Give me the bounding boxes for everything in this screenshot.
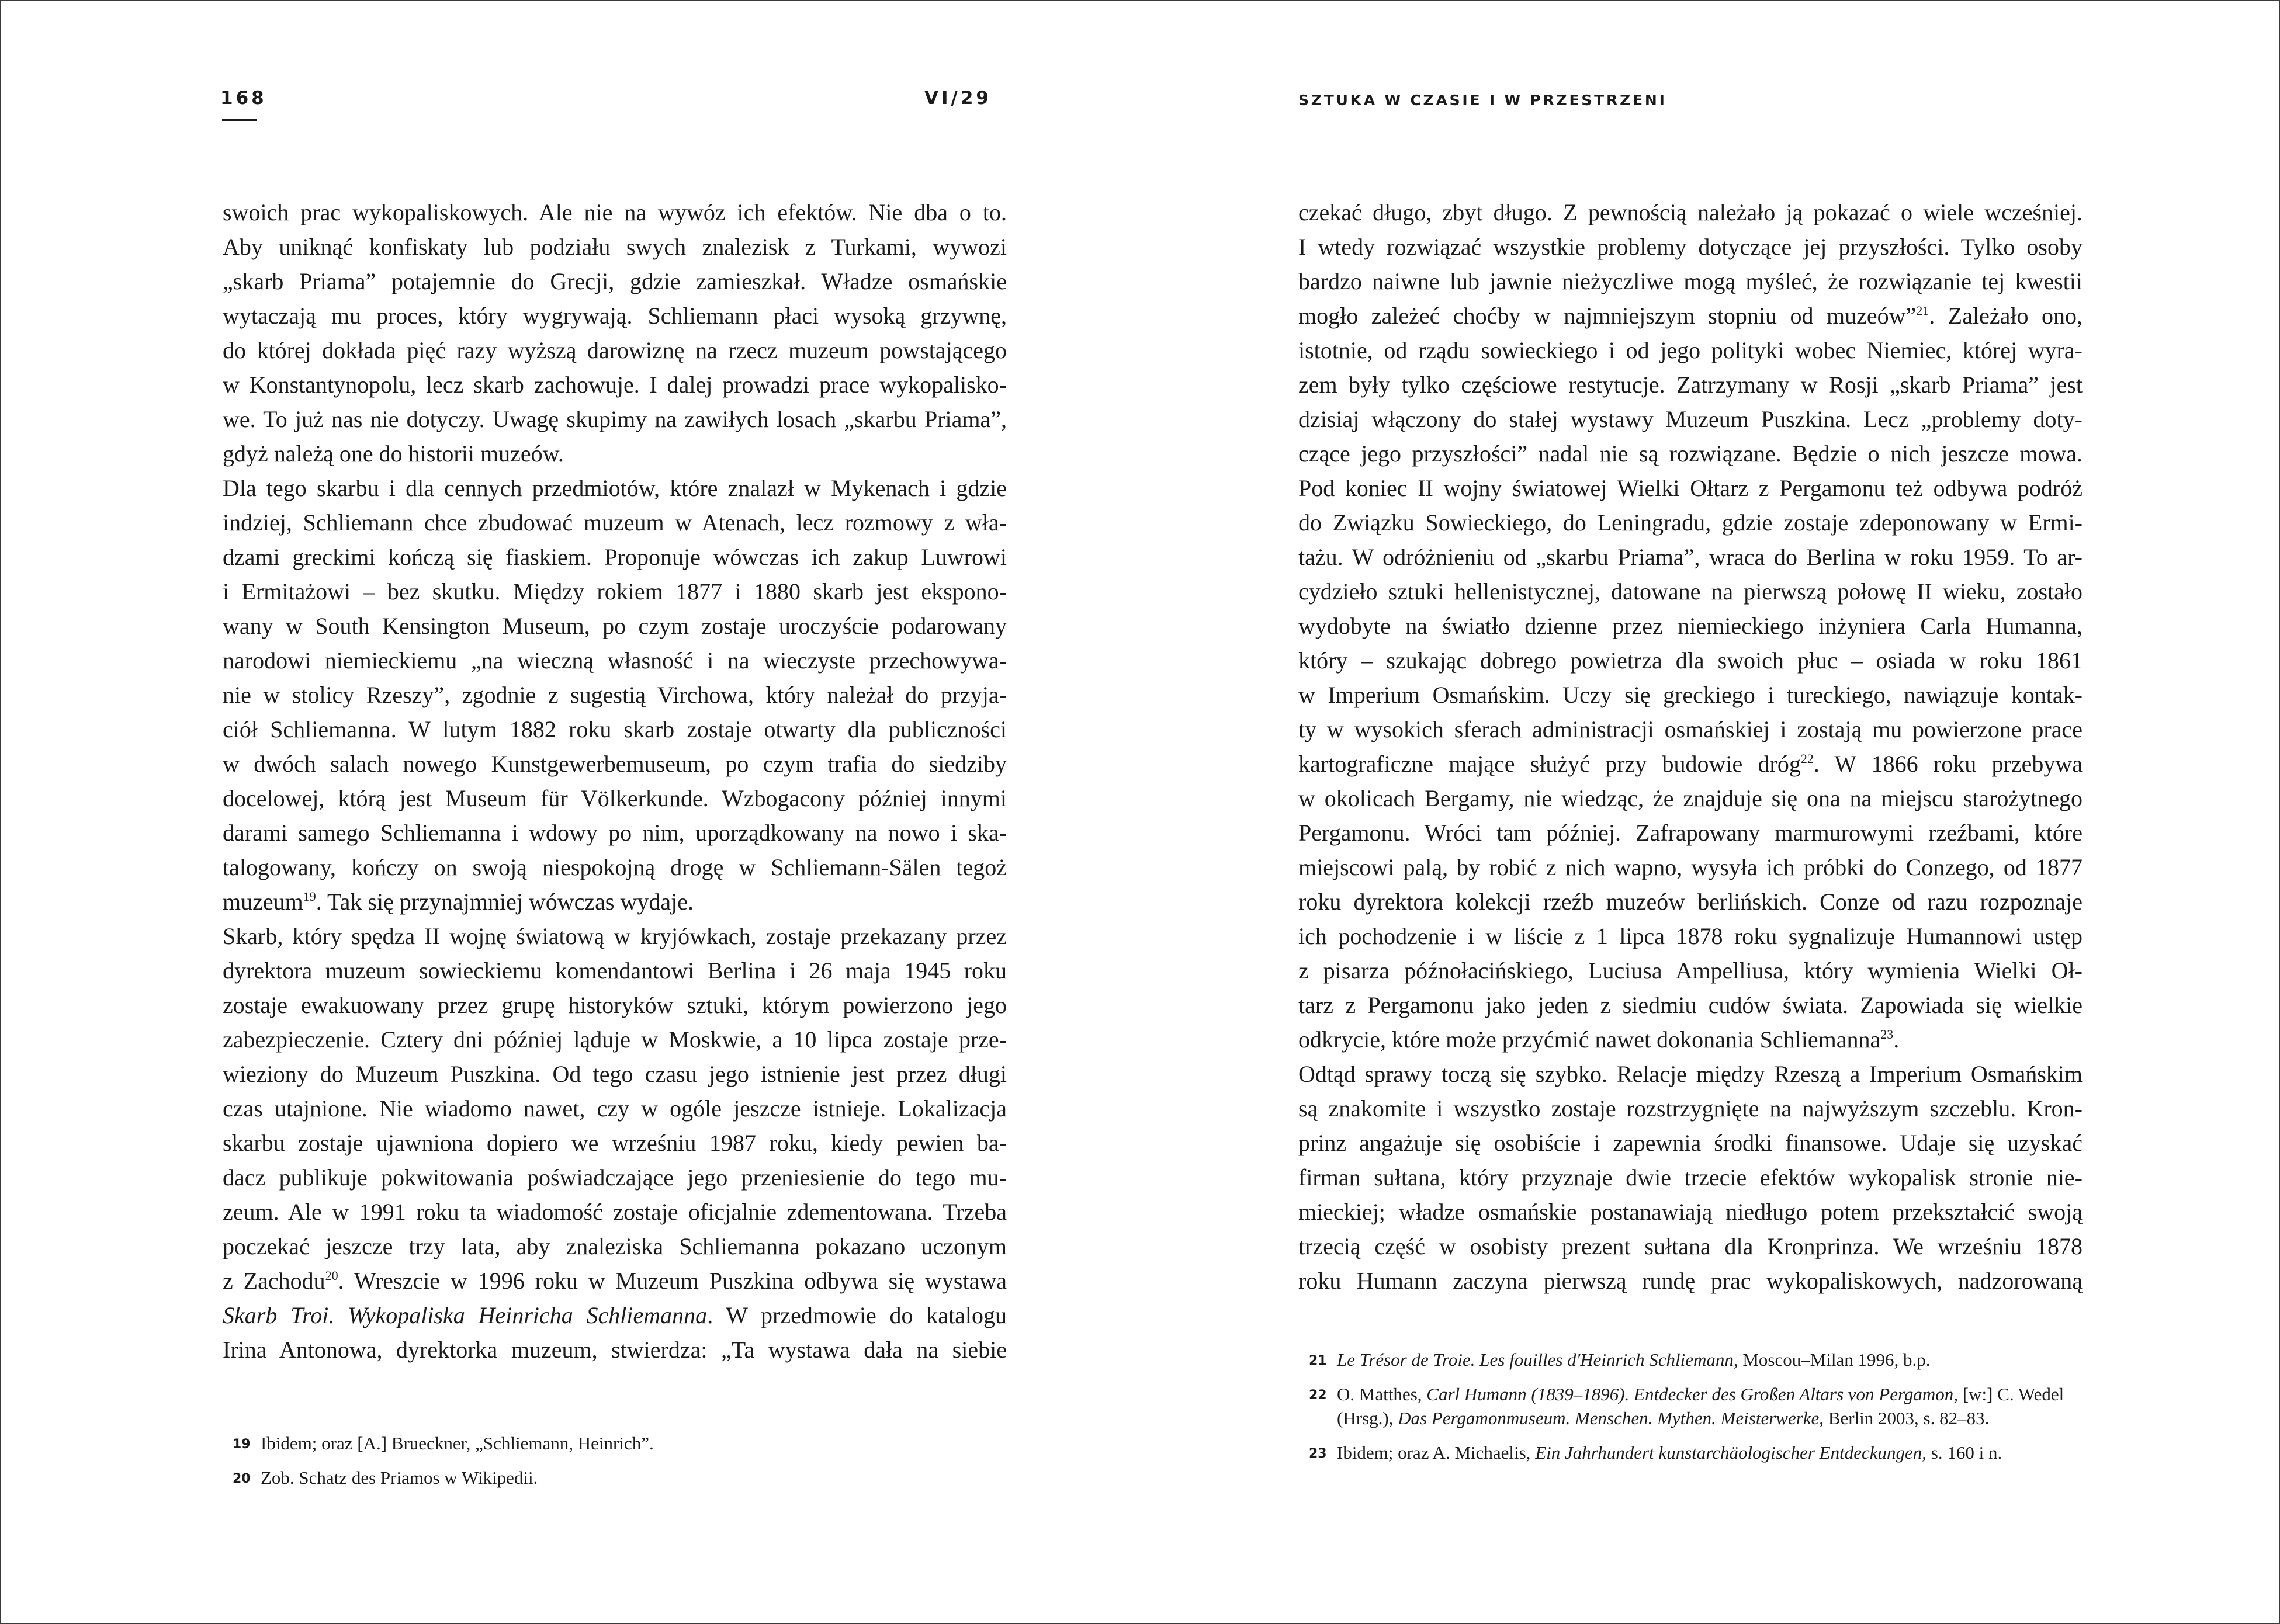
text-line: roku dyrektora kolekcji rzeźb muzeów berlińskich. Conze od razu rozpoznaje (1298, 889, 2083, 915)
text-line: dacz publikuje pokwitowania poświadczające jego przeniesienie do tego mu- (223, 1164, 1007, 1191)
text-line: zeum. Ale w 1991 roku ta wiadomość zostaje oficjalnie zdementowana. Trzeba (223, 1199, 1007, 1225)
footnotes-left (233, 1431, 1004, 1500)
footnote-italic: Carl Humann (1839–1896). Entdecker des Großen Altars von Pergamon (1426, 1384, 1954, 1404)
footnote-ref-19[interactable]: 19 (303, 889, 316, 904)
text-line: skarbu zostaje ujawniona dopiero we wrześniu 1987 roku, kiedy pewien ba- (223, 1130, 1007, 1156)
text-line: ty w wysokich sferach administracji osmańskiej i zostają mu powierzone prace (1298, 716, 2083, 742)
text-line: dzami greckimi kończą się fiaskiem. Proponuje wówczas ich zakup Luwrowi (223, 544, 1007, 570)
text-fragment: odkrycie, które może przyćmić nawet dokonania Schliemanna (1298, 1026, 1881, 1053)
text-line: dyrektora muzeum sowieckiemu komendantowi Berlina i 26 maja 1945 roku (223, 957, 1007, 984)
footnote-ref-22[interactable]: 22 (1800, 751, 1814, 766)
text-line: czekać długo, zbyt długo. Z pewnością należało ją pokazać o wiele wcześniej. (1298, 199, 2083, 225)
text-line: zostaje ewakuowany przez grupę historyków sztuki, którym powierzono jego (223, 992, 1007, 1018)
text-line: tażu. W odróżnieniu od „skarbu Priama”, wraca do Berlina w roku 1959. To ar- (1298, 544, 2083, 570)
text-line: bardzo naiwne lub jawnie nieżyczliwe mogą myśleć, że rozwiązanie tej kwestii (1298, 268, 2083, 294)
text-line (1298, 747, 2083, 781)
text-line: mieckiej; władze osmańskie postanawiają niedługo potem przekształcić swoją (1298, 1199, 2083, 1225)
footnote-21 (1309, 1348, 2080, 1372)
text-line: „skarb Priama” potajemnie do Grecji, gdzie zamieszkał. Władze osmańskie (223, 268, 1007, 294)
text-line: narodowi niemieckiemu „na wieczną własność i na wieczyste przechowywa- (223, 647, 1007, 674)
text-line: gdyż należą one do historii muzeów. (223, 440, 564, 467)
text-fragment: muzeum (223, 889, 303, 915)
text-line: ciół Schliemanna. W lutym 1882 roku skarb zostaje otwarty dla publiczności (223, 716, 1007, 742)
footnote-23 (1309, 1441, 2080, 1465)
text-line: ich pochodzenie i w liście z 1 lipca 1878 roku sygnalizuje Humannowi ustęp (1298, 923, 2083, 949)
footnote-italic: Das Pergamonmuseum. Menschen. Mythen. Meisterwerke (1398, 1408, 1820, 1428)
text-line: w Konstantynopolu, lecz skarb zachowuje. I dalej prowadzi prace wykopalisko- (223, 372, 1007, 398)
footnote-number: 20 (233, 1472, 251, 1486)
text-fragment: mogło zależeć choćby w najmniejszym stopniu od muzeów” (1298, 303, 1917, 329)
text-line: dzisiaj włączony do stałej wystawy Muzeum Puszkina. Lecz „problemy doty- (1298, 406, 2083, 432)
text-line: Dla tego skarbu i dla cennych przedmiotów, które znalazł w Mykenach i gdzie (223, 475, 1007, 501)
text-line: Irina Antonowa, dyrektorka muzeum, stwierdza: „Ta wystawa dała na siebie (223, 1337, 1007, 1363)
text-line: Pergamonu. Wróci tam później. Zafrapowany marmurowymi rzeźbami, które (1298, 820, 2083, 846)
text-line: roku Humann zaczyna pierwszą rundę prac wykopaliskowych, nadzorowaną (1298, 1268, 2083, 1294)
left-text-column (223, 195, 1007, 1367)
text-line: docelowej, którą jest Museum für Völkerkunde. Wzbogacony później innymi (223, 785, 1007, 811)
text-line: wytaczają mu proces, który wygrywają. Schliemann płaci wysoką grzywnę, (223, 303, 1007, 329)
footnote-fragment: Ibidem; oraz A. Michaelis, (1337, 1442, 1536, 1463)
text-line (1298, 1022, 2083, 1057)
text-line (223, 1298, 1007, 1332)
section-title: SZTUKA W CZASIE I W PRZESTRZENI (1298, 92, 1667, 109)
text-line: wydobyte na światło dzienne przez niemieckiego inżyniera Carla Humanna, (1298, 613, 2083, 639)
text-line: istotnie, od rządu sowieckiego i od jego polityki wobec Niemiec, której wyra- (1298, 337, 2083, 363)
text-line (223, 1264, 1007, 1298)
text-line: talogowany, kończy on swoją niespokojną drogę w Schliemann-Sälen tegoż (223, 854, 1007, 880)
text-line: do Związku Sowieckiego, do Leningradu, gdzie zostaje zdeponowany w Ermi- (1298, 509, 2083, 536)
text-line: poczekać jeszcze trzy lata, aby znaleziska Schliemanna pokazano uczonym (223, 1233, 1007, 1259)
footnote-fragment: , Moscou–Milan 1996, b.p. (1733, 1349, 1931, 1370)
text-line (223, 884, 1007, 919)
text-line (1298, 299, 2083, 333)
page-number: 168 (220, 88, 267, 109)
text-line: i Ermitażowi – bez skutku. Między rokiem 1877 i 1880 skarb jest ekspono- (223, 578, 1007, 605)
footnote-fragment: O. Matthes, (1337, 1384, 1427, 1404)
footnote-number: 23 (1309, 1446, 1327, 1461)
text-line: czas utajnione. Nie wiadomo nawet, czy w ogóle jeszcze istnieje. Lokalizacja (223, 1095, 1007, 1122)
exhibition-title: Skarb Troi. Wykopaliska Heinricha Schliemanna (223, 1302, 708, 1328)
footnote-fragment: , Berlin 2003, s. 82–83. (1819, 1408, 1990, 1428)
text-fragment: . Wreszcie w 1996 roku w Muzeum Puszkina odbywa się wystawa (338, 1268, 1007, 1294)
footnote-text: Ibidem; oraz [A.] Brueckner, „Schliemann, Heinrich”. (261, 1433, 654, 1453)
text-line: zem były tylko częściowe restytucje. Zatrzymany w Rosji „skarb Priama” jest (1298, 372, 2083, 398)
text-line: Pod koniec II wojny światowej Wielki Ołtarz z Pergamonu też odbywa podróż (1298, 475, 2083, 501)
text-line: który – szukając dobrego powietrza dla swoich płuc – osiada w roku 1861 (1298, 647, 2083, 674)
footnote-italic: Le Trésor de Troie. Les fouilles d'Heinrich Schliemann (1337, 1349, 1734, 1370)
text-fragment: . W przedmowie do katalogu (707, 1302, 1007, 1328)
text-line: Skarb, który spędza II wojnę światową w kryjówkach, zostaje przekazany przez (223, 923, 1007, 949)
footnote-ref-21[interactable]: 21 (1916, 303, 1929, 318)
text-line: są znakomite i wszystko zostaje rozstrzygnięte na najwyższym szczeblu. Kron- (1298, 1095, 2083, 1122)
text-line: wieziony do Muzeum Puszkina. Od tego czasu jego istnienie jest przez długi (223, 1061, 1007, 1087)
text-line: zabezpieczenie. Cztery dni później ląduje w Moskwie, a 10 lipca zostaje prze- (223, 1026, 1007, 1053)
issue-label: VI/29 (924, 88, 992, 109)
footnote-ref-23[interactable]: 23 (1880, 1027, 1894, 1042)
text-fragment: . (1893, 1026, 1900, 1053)
right-text-column (1298, 195, 2083, 1298)
text-fragment: z Zachodu (223, 1268, 325, 1294)
footnote-text: Zob. Schatz des Priamos w Wikipedii. (261, 1467, 538, 1488)
footnote-text (1337, 1384, 2064, 1428)
text-fragment: . W 1866 roku przebywa (1813, 751, 2083, 777)
text-line: Aby uniknąć konfiskaty lub podziału swych znalezisk z Turkami, wywozi (223, 234, 1007, 260)
footnote-number: 19 (233, 1437, 251, 1452)
footnote-italic: Ein Jahrhundert kunstarchäologischer Entdeckungen (1535, 1442, 1922, 1463)
text-line: indziej, Schliemann chce zbudować muzeum w Atenach, lecz rozmowy z wła- (223, 509, 1007, 536)
text-line: trzecią część w osobisty prezent sułtana dla Kronprinza. We wrześniu 1878 (1298, 1233, 2083, 1259)
page-number-rule (222, 119, 257, 121)
text-line: cydzieło sztuki hellenistycznej, datowane na pierwszą połowę II wieku, zostało (1298, 578, 2083, 605)
text-fragment: . Zależało ono, (1929, 303, 2083, 329)
text-fragment: . Tak się przynajmniej wówczas wydaje. (316, 889, 694, 915)
footnote-number: 21 (1309, 1354, 1327, 1368)
footnote-20 (233, 1466, 1004, 1490)
footnote-fragment: , s. 160 i n. (1922, 1442, 2002, 1463)
text-line: swoich prac wykopaliskowych. Ale nie na wywóz ich efektów. Nie dba o to. (223, 199, 1007, 225)
text-fragment: kartograficzne mające służyć przy budowie dróg (1298, 751, 1801, 777)
text-line: nie w stolicy Rzeszy”, zgodnie z sugestią Virchowa, który należał do przyja- (223, 682, 1007, 708)
footnote-text (1337, 1442, 2002, 1463)
footnote-22 (1309, 1382, 2080, 1430)
text-line: I wtedy rozwiązać wszystkie problemy dotyczące jej przyszłości. Tylko osoby (1298, 234, 2083, 260)
text-line: we. To już nas nie dotyczy. Uwagę skupimy na zawiłych losach „skarbu Priama”, (223, 406, 1007, 432)
footnote-number: 22 (1309, 1388, 1327, 1403)
text-line: tarz z Pergamonu jako jeden z siedmiu cudów świata. Zapowiada się wielkie (1298, 992, 2083, 1018)
text-line: czące jego przyszłości” nadal nie są rozwiązane. Będzie o nich jeszcze mowa. (1298, 440, 2083, 467)
text-line: w dwóch salach nowego Kunstgewerbemuseum, po czym trafia do siedziby (223, 751, 1007, 777)
text-line: firman sułtana, który przyznaje dwie trzecie efektów wykopalisk stronie nie- (1298, 1164, 2083, 1191)
footnotes-right (1309, 1348, 2080, 1475)
text-line: darami samego Schliemanna i wdowy po nim, uporządkowany na nowo i ska- (223, 820, 1007, 846)
text-line: wany w South Kensington Museum, po czym zostaje uroczyście podarowany (223, 613, 1007, 639)
text-line: miejscowi palą, by robić z nich wapno, wysyła ich próbki do Conzego, od 1877 (1298, 854, 2083, 880)
text-line: w okolicach Bergamy, nie wiedząc, że znajduje się ona na miejscu starożytnego (1298, 785, 2083, 811)
footnote-ref-20[interactable]: 20 (325, 1268, 338, 1283)
text-line: prinz angażuje się osobiście i zapewnia środki finansowe. Udaje się uzyskać (1298, 1130, 2083, 1156)
text-line: do której dokłada pięć razy wyższą darowiznę na rzecz muzeum powstającego (223, 337, 1007, 363)
footnote-19 (233, 1431, 1004, 1455)
text-line: z pisarza późnołacińskiego, Luciusa Ampelliusa, który wymienia Wielki Oł- (1298, 957, 2083, 984)
footnote-fragment: , [w:] C. Wedel (Hrsg.), (1337, 1384, 2064, 1428)
text-line: Odtąd sprawy toczą się szybko. Relacje między Rzeszą a Imperium Osmańskim (1298, 1061, 2083, 1087)
text-line: w Imperium Osmańskim. Uczy się greckiego i tureckiego, nawiązuje kontak- (1298, 682, 2083, 708)
footnote-text (1337, 1349, 1931, 1370)
